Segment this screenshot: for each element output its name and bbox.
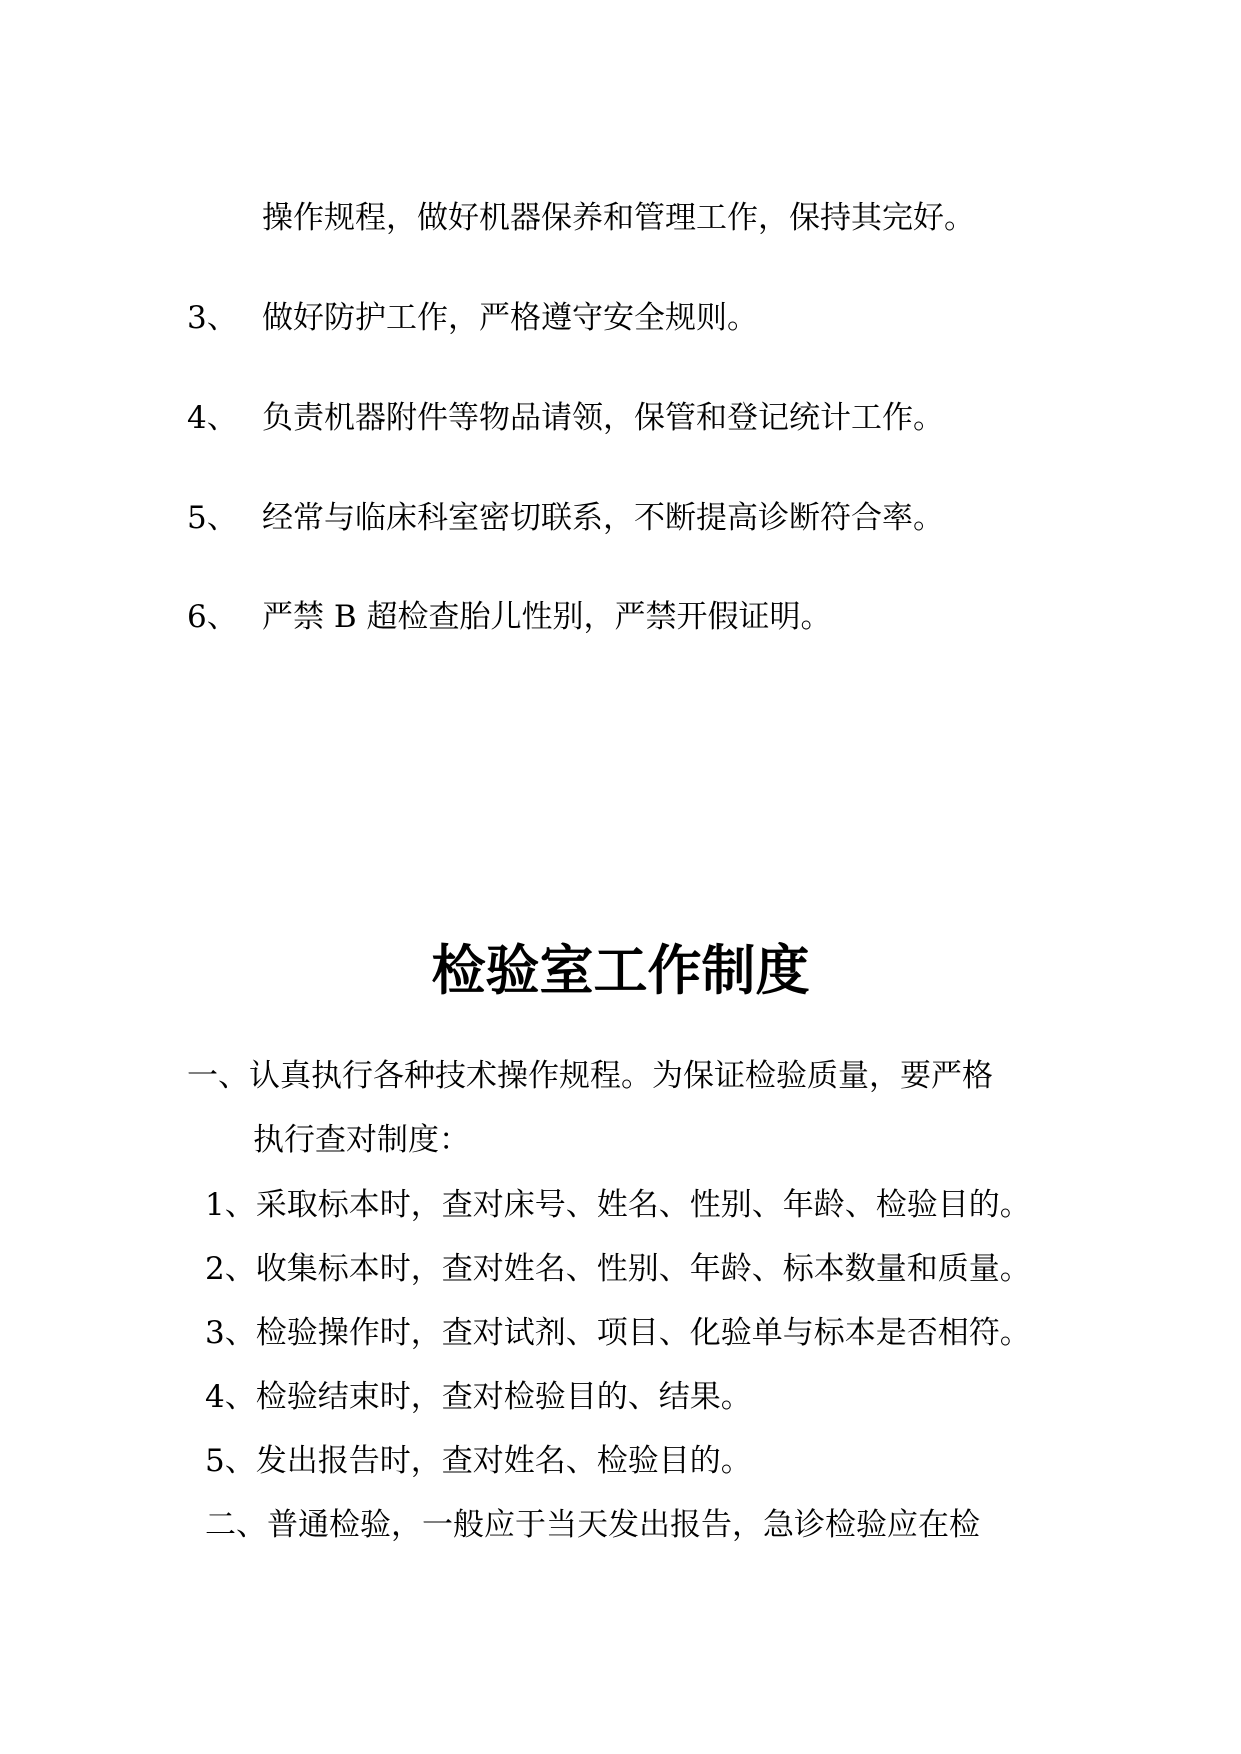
rule-1-line-1: 一、认真执行各种技术操作规程。为保证检验质量，要严格 [187, 1058, 993, 1094]
item-text: 严禁 B 超检查胎儿性别，严禁开假证明。 [262, 599, 832, 635]
item-number: 4、 [187, 400, 238, 436]
item-text: 做好防护工作，严格遵守安全规则。 [262, 300, 758, 336]
continuation-line: 操作规程，做好机器保养和管理工作，保持其完好。 [262, 200, 975, 236]
rule-1-line-2: 执行查对制度： [253, 1122, 470, 1158]
item-number: 5、 [187, 500, 238, 536]
sub-item: 3、检验操作时，查对试剂、项目、化验单与标本是否相符。 [205, 1315, 1031, 1351]
item-text: 负责机器附件等物品请领，保管和登记统计工作。 [262, 400, 944, 436]
sub-item: 2、收集标本时，查对姓名、性别、年龄、标本数量和质量。 [205, 1251, 1031, 1287]
sub-item: 5、发出报告时，查对姓名、检验目的。 [205, 1443, 752, 1479]
sub-item: 1、采取标本时，查对床号、姓名、性别、年龄、检验目的。 [205, 1187, 1031, 1223]
rule-2-line-1: 二、普通检验，一般应于当天发出报告，急诊检验应在检 [205, 1507, 980, 1543]
item-number: 3、 [187, 300, 238, 336]
sub-item: 4、检验结束时，查对检验目的、结果。 [205, 1379, 752, 1415]
page-title: 检验室工作制度 [431, 939, 810, 1002]
item-number: 6、 [187, 599, 238, 635]
item-text: 经常与临床科室密切联系，不断提高诊断符合率。 [262, 500, 944, 536]
